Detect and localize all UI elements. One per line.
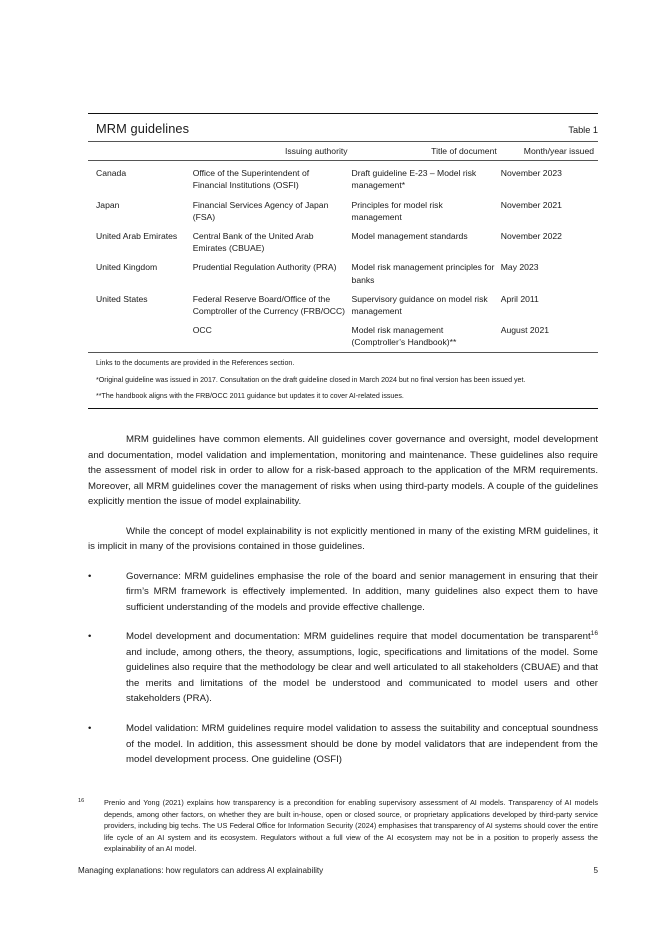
- cell-authority: Prudential Regulation Authority (PRA): [192, 262, 337, 273]
- paragraph-common-elements: MRM guidelines have common elements. All guidelines cover governance and oversight, model development and documentation, model validation and implementation, monitoring and maintenance. These guidelines also require the assessment of model risk in order to allow for a risk-based approach to the application of the MRM requirements. Moreover, all MRM guidelines cover the management of risks when using third-party models. A couple of the guidelines explicitly mention the issue of model explainability.: [88, 434, 598, 508]
- table-number: Table 1: [568, 125, 598, 135]
- footnote-marker: 16: [78, 798, 85, 804]
- cell-date: April 2011: [500, 293, 539, 304]
- list-item-model-development: [88, 629, 598, 707]
- table-row: [88, 258, 598, 289]
- list-item-model-validation: [88, 721, 598, 768]
- bullet-icon: •: [88, 722, 92, 734]
- cell-document: Supervisory guidance on model risk management: [351, 293, 488, 317]
- table-notes: [88, 352, 598, 409]
- cell-authority: Central Bank of the United Arab Emirates (CBUAE): [192, 231, 314, 254]
- table-note-asterisk: *Original guideline was issued in 2017. Consultation on the draft guideline closed in March 2024 but no final version has been issued yet.: [96, 375, 526, 384]
- table-caption: [88, 113, 598, 141]
- table-row: [88, 289, 598, 320]
- list-item-governance: [88, 569, 598, 616]
- cell-date: November 2022: [500, 231, 562, 242]
- cell-date: May 2023: [500, 262, 539, 273]
- column-header-issuing-authority: Issuing authority: [193, 142, 352, 161]
- cell-country: United Kingdom: [96, 262, 158, 273]
- column-header-month-year-issued: Month/year issued: [501, 142, 598, 161]
- footnote-text: Prenio and Yong (2021) explains how transparency is a precondition for enabling supervisory assessment of AI models. Transparency of AI models depends, among other factors, on whether they are built in-house, open or closed source, or proprietary applications developed by third-party service providers, including big techs. The US Federal Office for Information Security (2024) emphasises that transparency of AI systems should cover the entire life cycle of an AI system and its ecosystem. Regulators without a full view of the AI ecosystem may not be in a position to properly assess the explainability of an AI model.: [104, 798, 598, 854]
- list-item-text: [126, 629, 598, 707]
- cell-date: November 2021: [500, 199, 562, 210]
- cell-document: Draft guideline E-23 – Model risk management*: [351, 168, 477, 191]
- footnote-reference-16[interactable]: 16: [590, 630, 598, 638]
- paragraph-explainability-implicit: While the concept of model explainability is not explicitly mentioned in many of the existing MRM guidelines, it is implicit in many of the provisions contained in those guidelines.: [88, 525, 598, 553]
- table-note-links: Links to the documents are provided in the References section.: [96, 359, 295, 368]
- cell-country: United Arab Emirates: [96, 231, 178, 242]
- bullet-icon: •: [88, 570, 92, 582]
- table-note-double-asterisk: **The handbook aligns with the FRB/OCC 2011 guidance but updates it to cover AI-related issues.: [96, 392, 404, 401]
- column-header-country: [88, 142, 193, 161]
- table-row: [88, 195, 598, 226]
- cell-date: August 2021: [500, 325, 550, 336]
- cell-document: Principles for model risk management: [351, 199, 443, 222]
- list-item-text: Model validation: MRM guidelines require model validation to assess the suitability and conceptual soundness of the model. In addition, this assessment should be done by model validators that are independent from the model development process. One guideline (OSFI): [126, 722, 598, 766]
- cell-country: [88, 321, 193, 352]
- mrm-guidelines-table-block: [88, 113, 598, 409]
- table-row: [88, 161, 598, 195]
- mrm-guidelines-table: [88, 141, 598, 352]
- cell-document: Model risk management principles for banks: [351, 262, 495, 285]
- cell-document: Model risk management (Comptroller’s Handbook)**: [351, 325, 457, 348]
- table-row: [88, 227, 598, 258]
- footer-page-number: 5: [593, 866, 598, 875]
- cell-country: Canada: [96, 168, 127, 179]
- cell-document: Model management standards: [351, 231, 468, 242]
- list-item-text-before-note: Model development and documentation: MRM guidelines require that model documentation be transparent: [126, 631, 591, 643]
- cell-country: United States: [96, 293, 148, 304]
- footnote-16: [78, 797, 598, 855]
- cell-authority: Federal Reserve Board/Office of the Comptroller of the Currency (FRB/OCC): [192, 293, 346, 317]
- cell-date: November 2023: [500, 168, 562, 179]
- column-header-title-of-document: Title of document: [352, 142, 501, 161]
- bullet-icon: •: [88, 631, 92, 643]
- cell-authority: Office of the Superintendent of Financial Institutions (OSFI): [192, 168, 310, 191]
- table-title: MRM guidelines: [96, 121, 190, 136]
- list-item-text: Governance: MRM guidelines emphasise the role of the board and senior management in ensuring that their firm’s MRM framework is effectively implemented. In addition, many guidelines also expect them to have sufficient understanding of the models and provide effective challenge.: [126, 570, 598, 613]
- body-content: [88, 432, 598, 782]
- footer-document-title: Managing explanations: how regulators can address AI explainability: [78, 866, 324, 875]
- list-item-text-after-note: and include, among others, the theory, assumptions, logic, specifications and limitations of the model. Some guidelines also require that the methodology be clear and well articulated to all stakeholders (CBUAE) and that the merits and limitations of the model be understood and communicated to model users and other stakeholders (PRA).: [126, 646, 598, 705]
- table-row: [88, 321, 598, 352]
- cell-authority: OCC: [192, 325, 212, 336]
- cell-country: Japan: [96, 199, 120, 210]
- cell-authority: Financial Services Agency of Japan (FSA): [192, 199, 329, 222]
- table-header-row: [88, 142, 598, 161]
- page-footer: [78, 866, 598, 875]
